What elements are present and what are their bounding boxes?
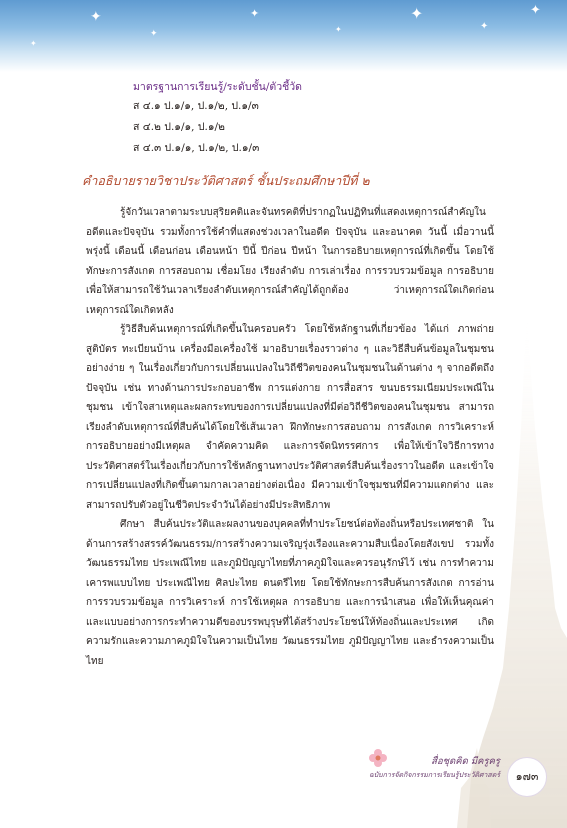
- standard-item: ส ๔.๒ ป.๑/๑, ป.๑/๒: [133, 121, 225, 133]
- standard-item: ส ๔.๑ ป.๑/๑, ป.๑/๒, ป.๑/๓: [133, 100, 259, 112]
- sparkle-icon: ✦: [30, 39, 37, 48]
- paragraph: รู้จักวันเวลาตามระบบสุริยคติและจันทรคติที่ปรากฏในปฏิทินที่แสดงเหตุการณ์สำคัญในอดีตและปัจจุบัน รวมทั้งการใช้คำที่แสดงช่วงเวลาในอดีต ปัจจุบัน และอนาคต วันนี้ เมื่อวานนี้ พรุ่งนี้ เดือนนี้ เดือนก่อน เดือนหน้า ปีนี้ ปีก่อน ปีหน้า ในการอธิบายเหตุการณ์ที่เกิดขึ้น โดยใช้ทักษะการสังเกต การสอบถาม เชื่อมโยง เรียงลำดับ การเล่าเรื่อง การรวบรวมข้อมูล การอธิบาย เพื่อให้สามารถใช้วันเวลาเรียงลำดับเหตุการณ์สำคัญได้ถูกต้อง ว่าเหตุการณ์ใดเกิดก่อน เหตุการณ์ใดเกิดหลัง: [86, 207, 494, 316]
- standard-item: ส ๔.๓ ป.๑/๑, ป.๑/๒, ป.๑/๓: [133, 142, 260, 154]
- sparkle-icon: ✦: [480, 21, 489, 32]
- sparkle-icon: ✦: [250, 7, 260, 20]
- page-number: ๑๗๓: [507, 757, 547, 797]
- section-title: คำอธิบายรายวิชาประวัติศาสตร์ ชั้นประถมศึกษาปีที่ ๒: [82, 173, 370, 188]
- footer-subtitle: ฉบับการจัดกิจกรรมการเรียนรู้ประวัติศาสตร์: [368, 771, 500, 779]
- header-band: [0, 0, 567, 72]
- course-description: [86, 203, 494, 671]
- sparkle-icon: ✦: [90, 9, 102, 25]
- footer-credit: [330, 755, 500, 781]
- standards-heading: มาตรฐานการเรียนรู้/ระดับชั้น/ตัวชี้วัด: [133, 81, 302, 93]
- footer-series-title: สื่อชุดคิด มีครูครู: [431, 756, 500, 767]
- sparkle-icon: ✦: [410, 4, 424, 23]
- paragraph: รู้วิธีสืบค้นเหตุการณ์ที่เกิดขึ้นในครอบครัว โดยใช้หลักฐานที่เกี่ยวข้อง ได้แก่ ภาพถ่าย สูติบัตร ทะเบียนบ้าน เครื่องมือเครื่องใช้ มาอธิบายเรื่องราวต่าง ๆ และวิธีสืบค้นข้อมูลในชุมชนอย่างง่าย ๆ ในเรื่องเกี่ยวกับการเปลี่ยนแปลงในวิถีชีวิตของคนในชุมชนในด้านต่าง ๆ จากอดีตถึงปัจจุบัน เช่น ทางด้านการประกอบอาชีพ การแต่งกาย การสื่อสาร ขนบธรรมเนียมประเพณีในชุมชน เข้าใจสาเหตุและผลกระทบของการเปลี่ยนแปลงที่มีต่อวิถีชีวิตของคนในชุมชน สามารถเรียงลำดับเหตุการณ์ที่สืบค้นได้โดยใช้เส้นเวลา ฝึกทักษะการสอบถาม การสังเกต การวิเคราะห์ การอธิบายอย่างมีเหตุผล จำคัดความคิด และการจัดนิทรรศการ เพื่อให้เข้าใจวิธีการทางประวัติศาสตร์ในเรื่องเกี่ยวกับการใช้หลักฐานทางประวัติศาสตร์สืบค้นเรื่องราวในอดีต และเข้าใจการเปลี่ยนแปลงที่เกิดขึ้นตามกาลเวลาอย่างต่อเนื่อง มีความเข้าใจชุมชนที่มีความแตกต่าง และสามารถปรับตัวอยู่ในชีวิตประจำวันได้อย่างมีประสิทธิภาพ: [86, 324, 494, 511]
- sparkle-icon: ✦: [530, 3, 541, 18]
- standards-list: [133, 78, 553, 159]
- sparkle-icon: ✦: [150, 29, 158, 39]
- sparkle-icon: ✦: [335, 25, 342, 34]
- paragraph: ศึกษา สืบค้นประวัติและผลงานของบุคคลที่ทำประโยชน์ต่อท้องถิ่นหรือประเทศชาติ ในด้านการสร้างสรรค์วัฒนธรรม/การสร้างความเจริญรุ่งเรืองและความสืบเนื่องโดยสังเขป รวมทั้งวัฒนธรรมไทย ประเพณีไทย และภูมิปัญญาไทยที่ภาคภูมิใจและควรอนุรักษ์ไว้ เช่น การทำความเคารพแบบไทย ประเพณีไทย ศิลปะไทย ดนตรีไทย โดยใช้ทักษะการสืบค้นการสังเกต การอ่าน การรวบรวมข้อมูล การวิเคราะห์ การใช้เหตุผล การอธิบาย และการนำเสนอ เพื่อให้เห็นคุณค่าและแบบอย่างการกระทำความดีของบรรพบุรุษที่ได้สร้างประโยชน์ให้ท้องถิ่นและประเทศ เกิดความรักและความภาคภูมิใจในความเป็นไทย วัฒนธรรมไทย ภูมิปัญญาไทย และธำรงความเป็นไทย: [86, 519, 494, 667]
